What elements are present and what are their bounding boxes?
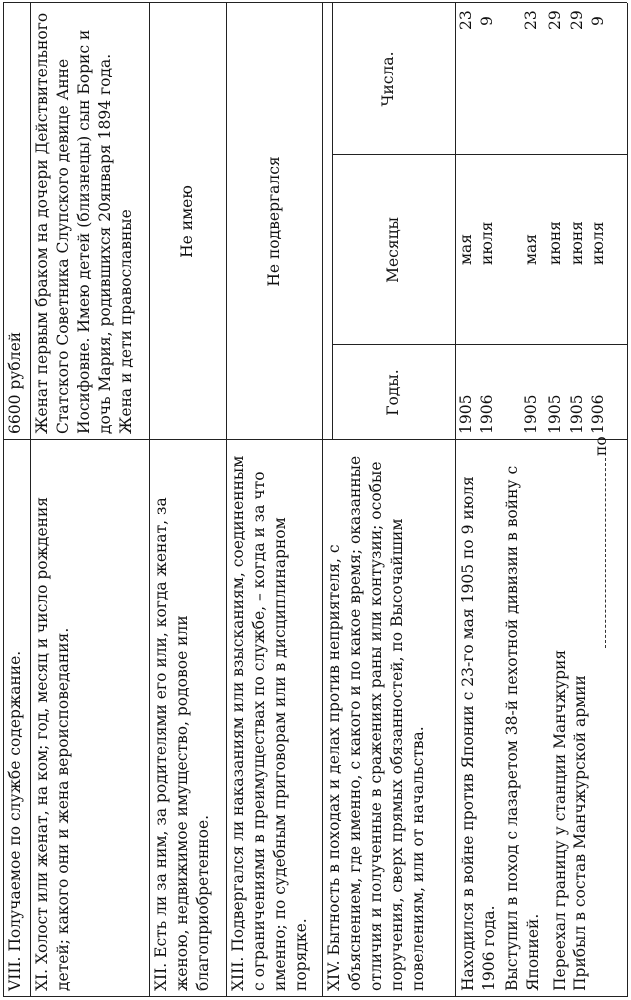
day-value: 9 (478, 16, 496, 26)
row-viii-value: 6600 рублей (6, 331, 24, 434)
entry-text: Находился в войне против Японии с 23-го мая 1905 по 9 июля 1906 года. (459, 476, 498, 991)
month-value: июля (589, 221, 607, 265)
year-value: 1905 (457, 394, 475, 434)
entry-text: Прибыл в состав Манчжурской армии (571, 675, 589, 991)
day-value: 9 (589, 16, 607, 26)
continuation-mark: по (592, 436, 610, 456)
row-xiii-value: Не подвергался (264, 156, 283, 287)
month-value: июня (568, 221, 586, 265)
year-value: 1906 (589, 394, 607, 434)
day-value: 23 (522, 10, 540, 30)
rule-bottom (627, 3, 628, 997)
row-xiv-label: XIV. Бытность в походах и делах против неприятеля, с объяснением, где именно, с какого и по какое время; оказанные отличия и полученные в сражениях раны или контузии; особые поручения, сверх прямых обязанностей, по Высочайшим повелениям, или от начальства. (325, 455, 427, 991)
entry-text: Переехал границу у станции Манчжурия (551, 649, 569, 991)
row-xiii-label: XIII. Подвергался ли наказаниям или взысканиям, соединенным с ограничениями в преимуществах по службе, – когда и за что именно; по судебным приговорам или в дисциплинарном порядке. (229, 455, 310, 991)
year-value: 1905 (568, 394, 586, 434)
day-value: 23 (457, 10, 475, 30)
day-value: 29 (568, 10, 586, 30)
month-value: июня (546, 221, 564, 265)
year-value: 1905 (522, 394, 540, 434)
row-xii-value: Не имею (178, 185, 196, 258)
day-value: 29 (546, 10, 564, 30)
header-years: Годы. (384, 369, 402, 416)
row-xi-label: XI. Холост или женат, на ком; год, месяц и число рождения детей; какого они и жена вероисповедания. (33, 496, 72, 991)
month-value: мая (522, 233, 540, 265)
month-value: июля (478, 221, 496, 265)
row-xii-label: XII. Есть ли за ним, за родителями его или, когда женат, за женою, недвижимое имущество, родовое или благоприобретенное. (152, 497, 212, 991)
year-value: 1906 (478, 394, 496, 434)
month-value: мая (457, 233, 475, 265)
header-days: Числа. (379, 51, 397, 107)
header-months: Месяцы (384, 217, 402, 283)
row-xi-value: Женат первым браком на дочери Действительного Статского Советника Слупского девице Анне Иосифовне. Имею детей (близнецы) сын Борис и дочь Мария, родившихся 20января 1894 года. Жена и дети православные (33, 12, 135, 434)
year-value: 1905 (546, 394, 564, 434)
entry-text: Выступил в поход с лазаретом 38-й пехотной дивизии в войну с Японией. (503, 465, 542, 991)
continuation-dots (605, 458, 606, 648)
row-viii-label: VIII. Получаемое по службе содержание. (6, 650, 24, 991)
